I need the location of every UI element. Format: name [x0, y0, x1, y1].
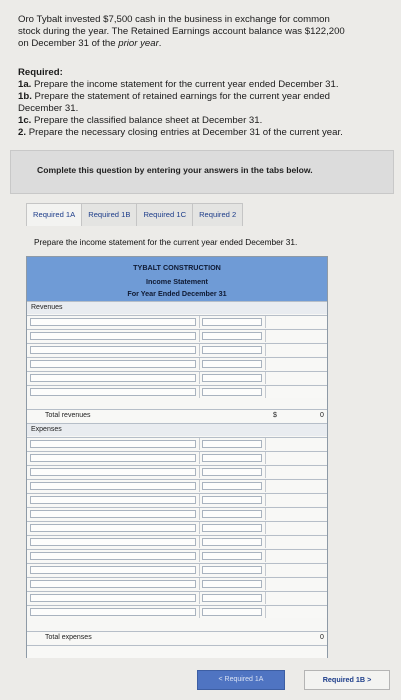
- expense-row: [27, 507, 327, 520]
- expense-account-input[interactable]: [30, 510, 196, 518]
- revenue-amount-input[interactable]: [202, 318, 262, 326]
- expense-row: [27, 493, 327, 506]
- revenue-row: [27, 343, 327, 356]
- requirement-number: 2.: [18, 127, 27, 138]
- revenue-row: [27, 371, 327, 384]
- tab-required-1a[interactable]: Required 1A: [26, 203, 82, 226]
- revenue-account-input[interactable]: [30, 332, 196, 340]
- expense-row: [27, 549, 327, 562]
- expense-amount-input[interactable]: [202, 510, 262, 518]
- total-expenses-label: Total expenses: [45, 634, 92, 641]
- requirement-number: 1c.: [18, 115, 32, 126]
- expense-account-input[interactable]: [30, 552, 196, 560]
- expense-account-input[interactable]: [30, 538, 196, 546]
- revenue-amount-input[interactable]: [202, 374, 262, 382]
- revenue-row: [27, 385, 327, 398]
- expense-row: [27, 451, 327, 464]
- requirements-header: Required:: [18, 67, 63, 78]
- expense-amount-input[interactable]: [202, 580, 262, 588]
- requirement-text: Prepare the classified balance sheet at December 31.: [34, 115, 263, 126]
- requirement-number: 1b.: [18, 91, 32, 102]
- expense-amount-input[interactable]: [202, 552, 262, 560]
- statement-header: [27, 257, 327, 301]
- revenues-header-row: [27, 301, 327, 314]
- intro-line-text: on December 31 of the: [18, 38, 119, 50]
- expense-amount-input[interactable]: [202, 566, 262, 574]
- statement-title: Income Statement: [146, 277, 208, 286]
- total-revenues-row: [27, 409, 327, 422]
- expense-row: [27, 437, 327, 450]
- expense-account-input[interactable]: [30, 496, 196, 504]
- expense-account-input[interactable]: [30, 566, 196, 574]
- expense-account-input[interactable]: [30, 454, 196, 462]
- revenue-account-input[interactable]: [30, 374, 196, 382]
- requirement-text: Prepare the statement of retained earnings for the current year ended: [34, 91, 330, 102]
- expense-row: [27, 521, 327, 534]
- requirement-item: [18, 91, 390, 103]
- next-required-button[interactable]: Required 1B >: [304, 670, 390, 690]
- expense-account-input[interactable]: [30, 608, 196, 616]
- revenue-amount-input[interactable]: [202, 332, 262, 340]
- expenses-header-row: [27, 423, 327, 436]
- total-revenues-value: 0: [320, 412, 324, 419]
- tab-prompt: Prepare the income statement for the current year ended December 31.: [34, 237, 298, 247]
- revenues-label: Revenues: [31, 304, 63, 311]
- revenue-row: [27, 357, 327, 370]
- total-expenses-value: 0: [320, 634, 324, 641]
- expense-amount-input[interactable]: [202, 482, 262, 490]
- expense-amount-input[interactable]: [202, 440, 262, 448]
- requirement-number: 1a.: [18, 79, 32, 90]
- expense-account-input[interactable]: [30, 580, 196, 588]
- expense-row: [27, 465, 327, 478]
- expense-amount-input[interactable]: [202, 468, 262, 476]
- revenue-row: [27, 329, 327, 342]
- expenses-label: Expenses: [31, 426, 62, 433]
- expense-row: [27, 605, 327, 618]
- expense-account-input[interactable]: [30, 440, 196, 448]
- intro-line: Oro Tybalt invested $7,500 cash in the business in exchange for common: [18, 14, 330, 25]
- revenue-account-input[interactable]: [30, 388, 196, 396]
- revenue-account-input[interactable]: [30, 318, 196, 326]
- income-statement-grid: [26, 256, 328, 658]
- revenue-account-input[interactable]: [30, 360, 196, 368]
- revenue-amount-input[interactable]: [202, 346, 262, 354]
- expense-amount-input[interactable]: [202, 594, 262, 602]
- expense-row: [27, 479, 327, 492]
- intro-line: stock during the year. The Retained Earnings account balance was $122,200: [18, 26, 345, 38]
- tab-required-1b[interactable]: Required 1B: [81, 203, 137, 226]
- requirement-item: [18, 115, 390, 127]
- revenue-amount-input[interactable]: [202, 388, 262, 396]
- expense-amount-input[interactable]: [202, 524, 262, 532]
- expense-row: [27, 535, 327, 548]
- requirement-text: December 31.: [18, 103, 79, 114]
- revenue-amount-input[interactable]: [202, 360, 262, 368]
- intro-line-italic: prior year: [118, 38, 159, 50]
- grid-bottom-row: [27, 645, 327, 658]
- tab-required-2[interactable]: Required 2: [192, 203, 243, 226]
- intro-line: on December 31 of the prior year.: [18, 38, 162, 50]
- requirements-block: [18, 67, 390, 139]
- company-name: TYBALT CONSTRUCTION: [133, 263, 221, 272]
- requirement-text: Prepare the income statement for the current year ended December 31.: [34, 79, 339, 90]
- expense-amount-input[interactable]: [202, 496, 262, 504]
- expense-amount-input[interactable]: [202, 608, 262, 616]
- revenue-row: [27, 315, 327, 328]
- instruction-text: Complete this question by entering your answers in the tabs below.: [37, 165, 313, 175]
- requirement-item: [18, 103, 390, 115]
- expense-account-input[interactable]: [30, 482, 196, 490]
- statement-period: For Year Ended December 31: [127, 289, 227, 298]
- expense-account-input[interactable]: [30, 468, 196, 476]
- total-expenses-row: [27, 631, 327, 644]
- expense-row: [27, 563, 327, 576]
- expense-row: [27, 577, 327, 590]
- total-revenues-label: Total revenues: [45, 412, 91, 419]
- requirement-item: [18, 79, 390, 91]
- expense-account-input[interactable]: [30, 594, 196, 602]
- problem-intro: [18, 14, 390, 51]
- instruction-panel: [10, 150, 394, 194]
- expense-row: [27, 591, 327, 604]
- requirement-item: [18, 127, 390, 139]
- expense-account-input[interactable]: [30, 524, 196, 532]
- expense-amount-input[interactable]: [202, 454, 262, 462]
- tab-required-1c[interactable]: Required 1C: [136, 203, 193, 226]
- requirement-tabs: [26, 203, 242, 225]
- revenue-account-input[interactable]: [30, 346, 196, 354]
- expense-amount-input[interactable]: [202, 538, 262, 546]
- prev-required-button[interactable]: < Required 1A: [197, 670, 285, 690]
- requirement-text: Prepare the necessary closing entries at December 31 of the current year.: [28, 127, 343, 138]
- currency-symbol: $: [273, 412, 277, 419]
